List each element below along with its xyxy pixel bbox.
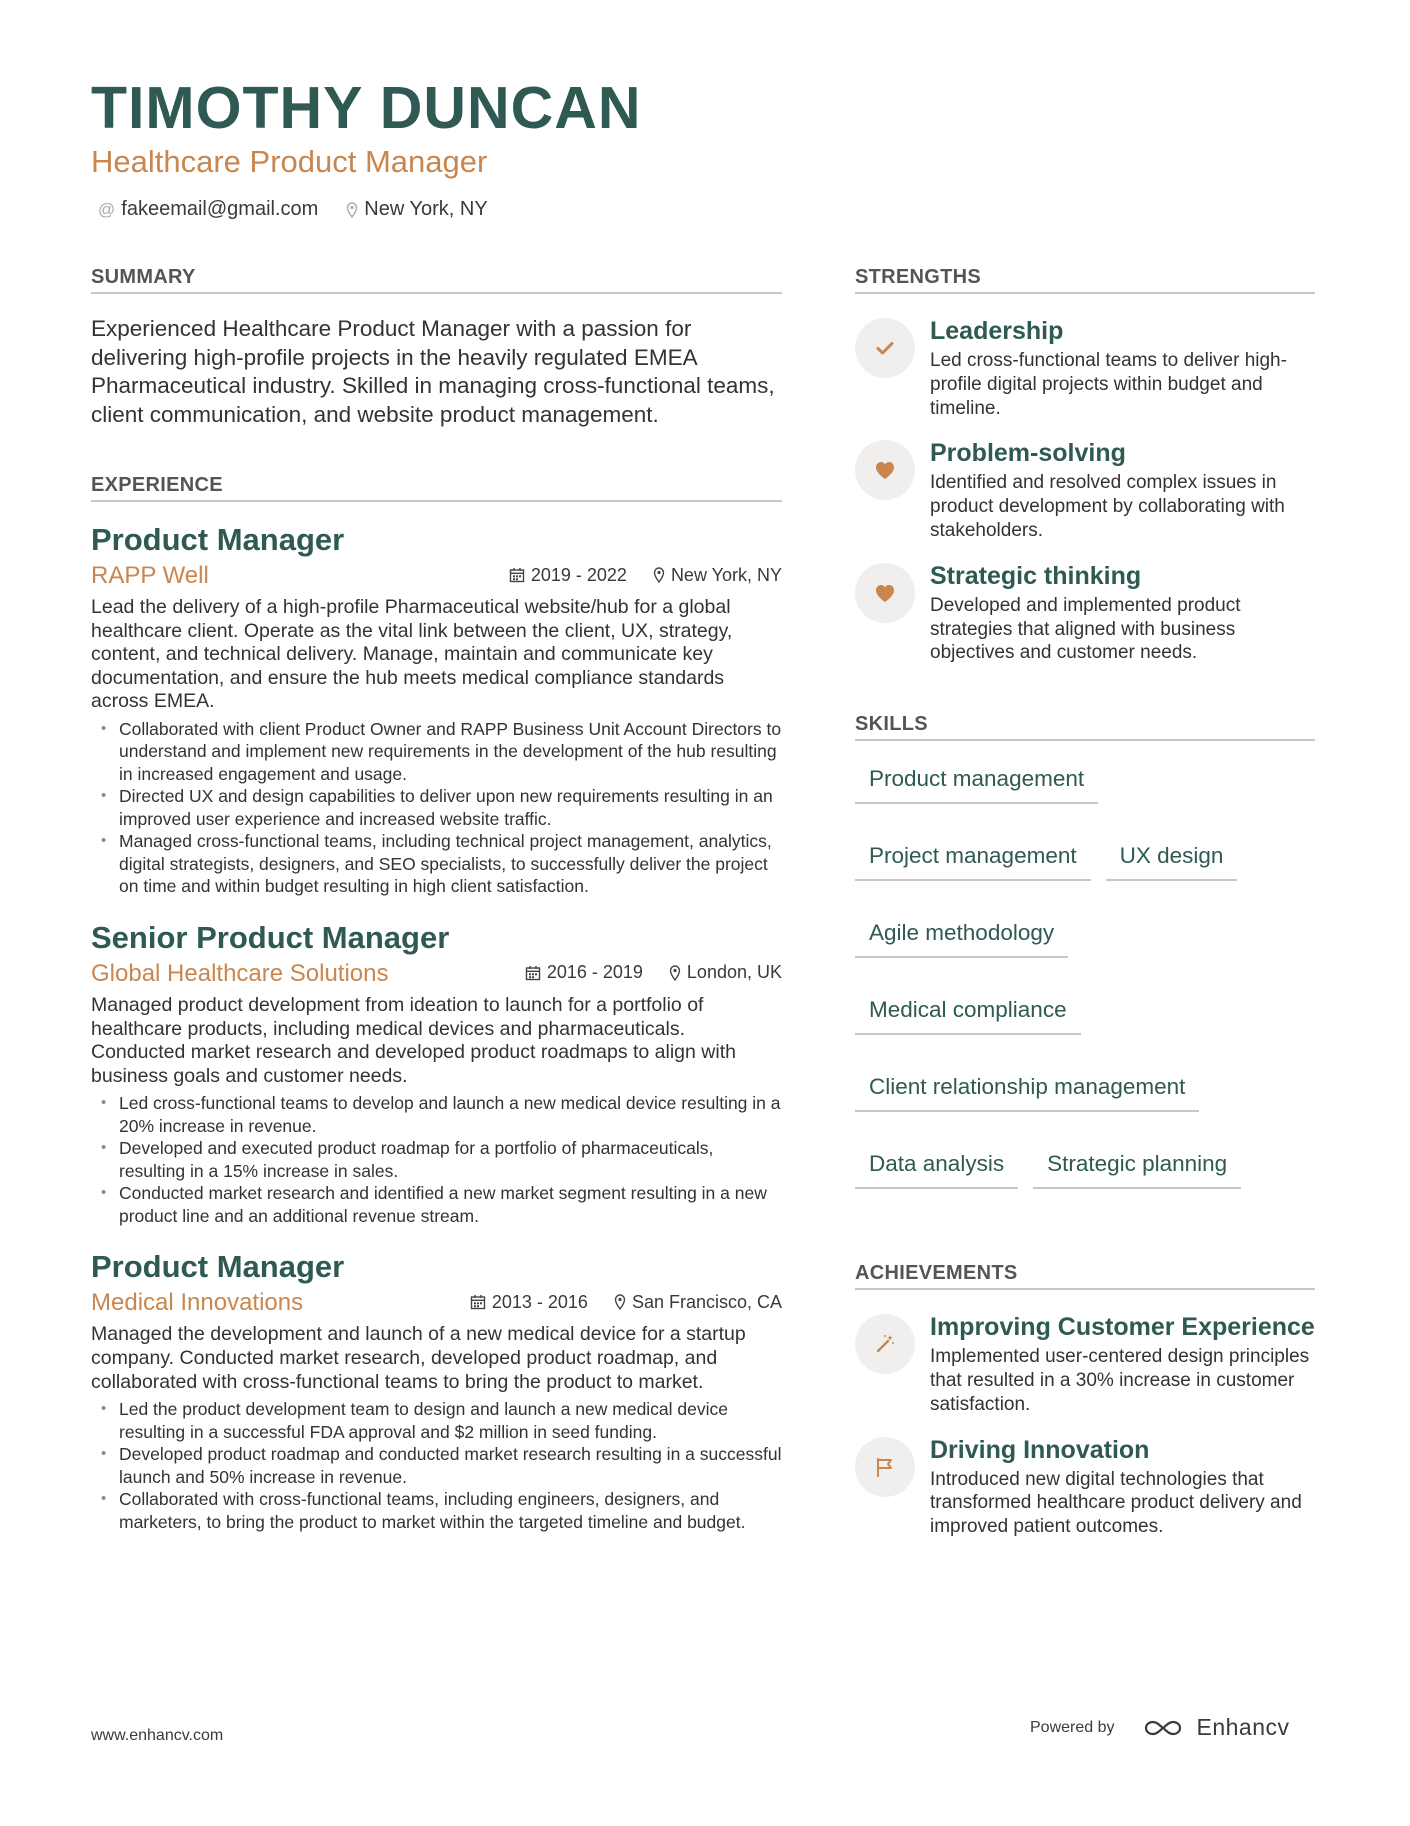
job-dates-text: 2016 - 2019: [546, 962, 643, 983]
job-entry: [91, 920, 782, 1227]
job-entry: [91, 1249, 782, 1533]
achievement-item: [855, 1312, 1315, 1416]
location-pin-icon: [653, 567, 665, 583]
skills-heading: SKILLS: [855, 713, 1315, 741]
job-bullet: • Developed product roadmap and conducted market research resulting in a successful launch and 50% increase in revenue.: [91, 1443, 782, 1488]
job-location-text: New York, NY: [670, 564, 782, 585]
achievement-title: Driving Innovation: [930, 1435, 1150, 1464]
job-title: Product Manager: [91, 1249, 345, 1285]
skill-tag: Client relationship management: [855, 1071, 1199, 1112]
skill-tag: UX design: [1106, 840, 1238, 881]
job-meta: [91, 960, 782, 988]
strength-description: Identified and resolved complex issues in product development by collaborating with stakeholders.: [930, 472, 1285, 541]
company-name: Global Healthcare Solutions: [91, 959, 389, 987]
job-title: Senior Product Manager: [91, 919, 450, 955]
strength-title: Strategic thinking: [930, 561, 1142, 590]
job-bullets: [91, 1398, 782, 1533]
footer-branding: [1030, 1714, 1290, 1741]
job-bullet: • Managed cross-functional teams, including technical project management, analytics, digital strategists, designers, and SEO specialists, to successfully deliver the project on time and within budget resulting in high client satisfaction.: [91, 830, 782, 898]
skills-section: [855, 713, 1315, 1189]
job-entry: [91, 522, 782, 898]
job-location-text: San Francisco, CA: [631, 1291, 782, 1312]
skill-tag: Agile methodology: [855, 917, 1068, 958]
contact-email[interactable]: [98, 198, 318, 221]
company-name: RAPP Well: [91, 562, 209, 589]
contact-info: [98, 198, 488, 221]
strength-item: [855, 316, 1315, 420]
job-bullet: • Directed UX and design capabilities to deliver upon new requirements resulting in an improved user experience and increased website traffic.: [91, 785, 782, 830]
job-meta: [91, 1289, 782, 1317]
achievement-title: Improving Customer Experience: [930, 1313, 1315, 1342]
strengths-section: [855, 266, 1315, 665]
strength-item: [855, 438, 1315, 542]
left-column: [91, 266, 782, 1533]
job-dates-text: 2019 - 2022: [530, 564, 627, 585]
job-location: [614, 1292, 782, 1313]
checkmark-icon: [855, 318, 915, 378]
job-location-text: London, UK: [686, 962, 782, 983]
candidate-title: Healthcare Product Manager: [91, 144, 488, 179]
summary-text: Experienced Healthcare Product Manager with a passion for delivering high-profile projects in the heavily regulated EMEA Pharmaceutical industry. Skilled in managing cross-functional teams, client communication, and website product management.: [91, 316, 775, 427]
job-description: Managed the development and launch of a new medical device for a startup company. Conducted market research, developed product roadmap, and collaborated with cross-functional teams to bring the product to market.: [91, 1323, 746, 1393]
job-dates: [509, 565, 627, 586]
achievement-item: [855, 1435, 1315, 1539]
calendar-icon: [509, 567, 525, 583]
job-description: Lead the delivery of a high-profile Pharmaceutical website/hub for a global healthcare client. Operate as the vital link between the client, UX, strategy, content, and technical delivery. Manage, maintain and communicate key documentation, and ensure the hub meets medical compliance standards across EMEA.: [91, 596, 733, 713]
job-bullets: [91, 1092, 782, 1227]
skill-tag: Strategic planning: [1033, 1148, 1241, 1189]
enhancv-logo-icon: [1139, 1716, 1187, 1740]
location-pin-icon: [614, 1294, 626, 1310]
strength-title: Problem-solving: [930, 439, 1126, 468]
job-meta-details: [509, 565, 782, 586]
strengths-heading: STRENGTHS: [855, 266, 1315, 294]
strength-item: [855, 561, 1315, 665]
job-dates: [470, 1292, 588, 1313]
achievements-section: [855, 1262, 1315, 1539]
job-location: [669, 962, 782, 983]
at-icon: @: [98, 199, 116, 219]
location-text: New York, NY: [364, 198, 488, 220]
job-bullet: • Collaborated with cross-functional teams, including engineers, designers, and marketers, to bring the product to market within the targeted timeline and budget.: [91, 1488, 782, 1533]
job-title: Product Manager: [91, 522, 345, 557]
skill-tag: Data analysis: [855, 1148, 1018, 1189]
job-dates-text: 2013 - 2016: [491, 1291, 588, 1312]
experience-section: [91, 474, 782, 1533]
magic-wand-icon: [855, 1314, 915, 1374]
strength-description: Led cross-functional teams to deliver high-profile digital projects within budget and timeline.: [930, 350, 1287, 419]
flag-icon: [855, 1437, 915, 1497]
job-bullet: • Collaborated with client Product Owner and RAPP Business Unit Account Directors to understand and implement new requirements in the development of the hub resulting in increased engagement and usage.: [91, 718, 782, 786]
company-name: Medical Innovations: [91, 1289, 304, 1317]
strength-description: Developed and implemented product strategies that aligned with business objectives and customer needs.: [930, 594, 1241, 664]
brand-name: Enhancv: [1196, 1714, 1290, 1740]
experience-heading: EXPERIENCE: [91, 474, 782, 502]
location-pin-icon: [669, 965, 681, 981]
skill-tag: Project management: [855, 840, 1091, 881]
achievement-description: Introduced new digital technologies that transformed healthcare product delivery and improved patient outcomes.: [930, 1468, 1302, 1538]
job-location: [653, 565, 782, 586]
calendar-icon: [470, 1294, 486, 1310]
job-meta-details: [525, 962, 782, 983]
powered-by-label: Powered by: [1030, 1718, 1115, 1736]
right-column: [855, 266, 1315, 1539]
job-bullet: • Conducted market research and identified a new market segment resulting in a new product line and an additional revenue stream.: [91, 1182, 782, 1227]
job-description: Managed product development from ideation to launch for a portfolio of healthcare products, including medical devices and pharmaceuticals. Conducted market research and developed product roadmaps to align with business goals and customer needs.: [91, 993, 736, 1087]
job-bullet: • Led cross-functional teams to develop and launch a new medical device resulting in a 20% increase in revenue.: [91, 1092, 782, 1137]
footer-website[interactable]: www.enhancv.com: [91, 1727, 224, 1744]
location-pin-icon: [346, 202, 358, 218]
job-meta: [91, 562, 782, 590]
skill-tag: Medical compliance: [855, 994, 1081, 1035]
summary-heading: SUMMARY: [91, 266, 782, 294]
skills-list: [855, 763, 1315, 1189]
achievements-heading: ACHIEVEMENTS: [855, 1262, 1315, 1290]
skill-tag: Product management: [855, 763, 1098, 804]
job-bullet: • Developed and executed product roadmap for a portfolio of pharmaceuticals, resulting in a 15% increase in sales.: [91, 1137, 782, 1182]
job-bullet: • Led the product development team to design and launch a new medical device resulting in a successful FDA approval and $2 million in seed funding.: [91, 1398, 782, 1443]
contact-location: [346, 198, 487, 221]
job-meta-details: [470, 1292, 782, 1313]
candidate-name: TIMOTHY DUNCAN: [91, 75, 642, 141]
job-dates: [525, 962, 643, 983]
achievement-description: Implemented user-centered design principles that resulted in a 30% increase in customer satisfaction.: [930, 1346, 1310, 1415]
calendar-icon: [525, 965, 541, 981]
heart-icon: [855, 563, 915, 623]
brand-logo[interactable]: [1139, 1714, 1290, 1741]
heart-icon: [855, 440, 915, 500]
strength-title: Leadership: [930, 317, 1064, 345]
summary-section: [91, 266, 782, 429]
job-bullets: [91, 718, 782, 898]
email-text: fakeemail@gmail.com: [121, 198, 319, 220]
